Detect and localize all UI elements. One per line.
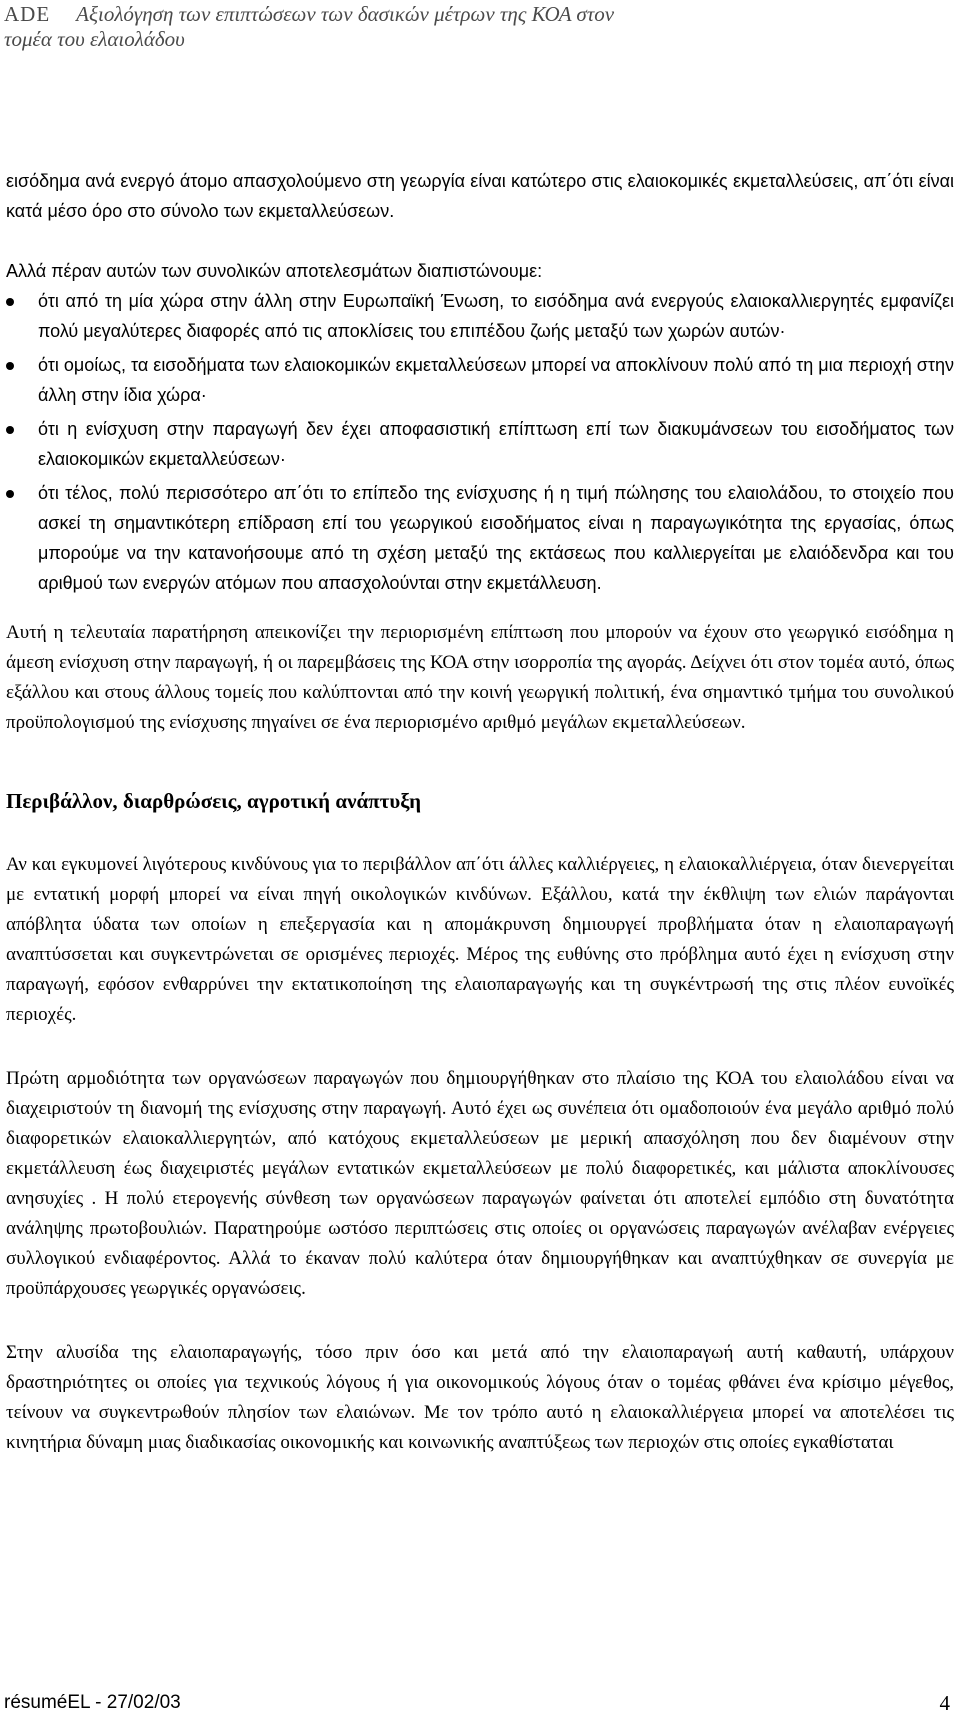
bullet-icon (6, 362, 14, 370)
organizations-paragraph: Πρώτη αρμοδιότητα των οργανώσεων παραγωγών που δημιουργήθηκαν στο πλαίσιο της ΚΟΑ του ελαιολάδου είναι να διαχειριστούν τη διανομή της ενίσχυσης στην παραγωγή. Αυτό έχει ως συνέπεια ότι ομαδοποιούν ένα μεγάλο αριθμό πολύ διαφορετικών ελαιοκαλλιεργητών, από κατόχους εκμεταλλεύσεων με μερική απασχόληση που δεν διαμένουν στην εκμετάλλευση έως διαχειριστές μεγάλων εντατικών εκμεταλλεύσεων με πολύ διαφορετικές, και μάλιστα αποκλίνουσες ανησυχίες . Η πολύ ετερογενής σύνθεση των οργανώσεων παραγωγών φαίνεται ότι αποτελεί εμπόδιο στη δυνατότητα ανάληψης πρωτοβουλιών. Παρατηρούμε ωστόσο περιπτώσεις στις οποίες οι οργανώσεις παραγωγών ανέλαβαν ενέργειες συλλογικού ενδιαφέροντος. Αλλά το έκαναν πολύ καλύτερα όταν δημιουργήθηκαν και αναπτύχθηκαν σε συνεργία με προϋπάρχουσες γεωργικές οργανώσεις. (6, 1068, 954, 1299)
list-item (6, 414, 954, 474)
section-heading: Περιβάλλον, διαρθρώσεις, αγροτική ανάπτυξη (6, 789, 422, 813)
chain-paragraph: Στην αλυσίδα της ελαιοπαραγωγής, τόσο πριν όσο και μετά από την ελαιοπαραγωή αυτή καθαυτή, υπάρχουν δραστηριότητες οι οποίες για τεχνικούς λόγους ή για οικονομικούς λόγους όταν ο τομέας φθάνει ένα κρίσιμο μέγεθος, τείνουν να συγκεντρωθούν πλησίον των ελαιώνων. Με τον τρόπο αυτό η ελαιοκαλλιέργεια μπορεί να αποτελέσει τις κινητήρια δύναμη μιας διαδικασίας οικονομικής και κοινωνικής αναπτύξεως των περιοχών στις οποίες εγκαθίσταται (6, 1342, 954, 1453)
footer-label: résuméEL - 27/02/03 (4, 1692, 181, 1713)
list-item (6, 350, 954, 410)
list-item-text: ότι τέλος, πολύ περισσότερο απ΄ότι το επίπεδο της ενίσχυσης ή η τιμή πώλησης του ελαιολάδου, το στοιχείο που ασκεί τη σημαντικότερη επίδραση επί του γεωργικού εισοδήματος είναι η παραγωγικότητα της εργασίας, όπως μπορούμε να την κατανοήσουμε από τη σχέση μεταξύ της εκτάσεως που καλλιεργείται με ελαιόδενδρα και του αριθμού των ενεργών ατόμων που απασχολούνται στην εκμετάλλευση. (38, 483, 954, 593)
page-number: 4 (939, 1691, 950, 1715)
header-org: ADE (4, 2, 51, 26)
bullet-icon (6, 426, 14, 434)
list-item-text: ότι η ενίσχυση στην παραγωγή δεν έχει αποφασιστική επίπτωση επί των διακυμάνσεων του εισοδήματος των ελαιοκομικών εκμεταλλεύσεων· (38, 419, 954, 469)
bullet-icon (6, 490, 14, 498)
list-item (6, 286, 954, 346)
page-header (4, 2, 954, 52)
intro-continuation: εισόδημα ανά ενεργό άτομο απασχολούμενο στη γεωργία είναι κατώτερο στις ελαιοκομικές εκμεταλλεύσεις, απ΄ότι είναι κατά μέσο όρο στο σύνολο των εκμεταλλεύσεων. (6, 171, 954, 221)
header-title-line-1: Αξιολόγηση των επιπτώσεων των δασικών μέτρων της ΚΟΑ στον (76, 2, 615, 26)
observation-paragraph: Αυτή η τελευταία παρατήρηση απεικονίζει την περιορισμένη επίπτωση που μπορούν να έχουν στο γεωργικό εισόδημα η άμεση ενίσχυση στην παραγωγή, ή οι παρεμβάσεις της ΚΟΑ στην ισορροπία της αγοράς. Δείχνει ότι στον τομέα αυτό, όπως εξάλλου και στους άλλους τομείς που καλύπτονται από την κοινή γεωργική πολιτική, ένα σημαντικό τμήμα του συνολικού προϋπολογισμού της ενίσχυσης πηγαίνει σε ένα περιορισμένο αριθμό μεγάλων εκμεταλλεύσεων. (6, 622, 954, 733)
findings-list (6, 286, 954, 598)
header-line-1 (4, 2, 954, 27)
intro-lead: Αλλά πέραν αυτών των συνολικών αποτελεσμάτων διαπιστώνουμε: (6, 261, 543, 281)
environment-paragraph: Αν και εγκυμονεί λιγότερους κινδύνους για το περιβάλλον απ΄ότι άλλες καλλιέργειες, η ελαιοκαλλιέργεια, όταν διενεργείται με εντατική μορφή μπορεί να είναι πηγή οικολογικών κινδύνων. Εξάλλου, κατά την έκθλιψη των ελιών παράγονται απόβλητα ύδατα των οποίων η επεξεργασία και η απομάκρυνση δημιουργεί προβλήματα όταν η ελαιοπαραγωγή αναπτύσσεται και συγκεντρώνεται σε ορισμένες περιοχές. Μέρος της ευθύνης στο πρόβλημα αυτό έχει η ενίσχυση στην παραγωγή, εφόσον ενθαρρύνει την εκτατικοποίηση της ελαιοπαραγωγής και τη συγκέντρωσή της στις πλέον ευνοϊκές περιοχές. (6, 854, 954, 1025)
header-title-line-2: τομέα του ελαιολάδου (4, 27, 185, 51)
list-item-text: ότι από τη μία χώρα στην άλλη στην Ευρωπαϊκή Ένωση, το εισόδημα ανά ενεργούς ελαιοκαλλιεργητές εμφανίζει πολύ μεγαλύτερες διαφορές από τις αποκλίσεις του επιπέδου ζωής μεταξύ των χωρών αυτών· (38, 291, 954, 341)
list-item (6, 478, 954, 598)
bullet-icon (6, 298, 14, 306)
document-body (6, 166, 954, 1458)
list-item-text: ότι ομοίως, τα εισοδήματα των ελαιοκομικών εκμεταλλεύσεων μπορεί να αποκλίνουν πολύ από τη μια περιοχή στην άλλη στην ίδια χώρα· (38, 355, 954, 405)
page-footer (4, 1691, 950, 1715)
